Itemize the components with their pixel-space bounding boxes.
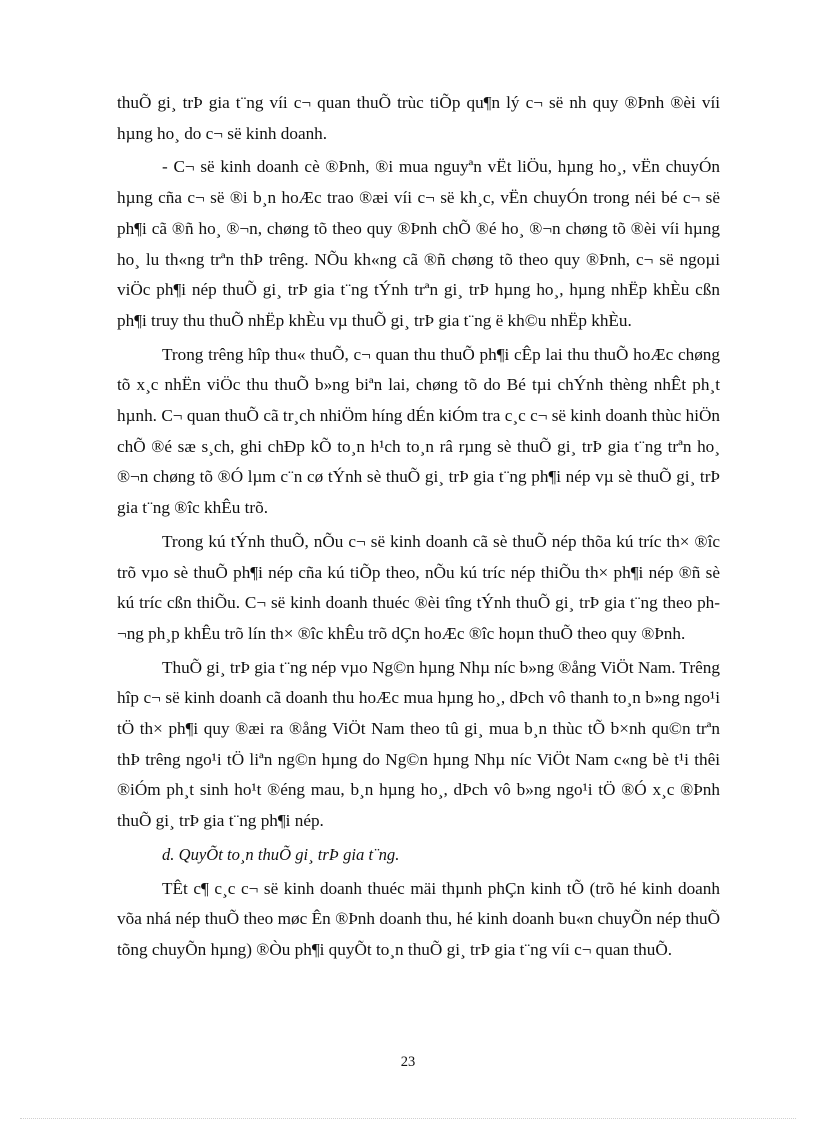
paragraph-3: Trong trêng hîp thu« thuÕ, c¬ quan thu thuÕ ph¶i cÊp lai thu thuÕ hoÆc chøng tõ x¸c nhËn viÖc thu thuÕ b»ng biªn lai, chøng tõ do Bé tµi chÝnh thèng nhÊt ph¸t hµnh. C¬ quan thuÕ cã tr¸ch nhiÖm híng dÉn kiÓm tra c¸c c¬ së kinh doanh thùc hiÖn chÕ ®é sæ s¸ch, ghi chÐp kÕ to¸n h¹ch to¸n râ rµng sè thuÕ gi¸ trÞ gia t¨ng trªn ho¸ ®¬n chøng tõ ®Ó lµm c¨n cø tÝnh sè thuÕ gi¸ trÞ gia t¨ng ph¶i nép vµ sè thuÕ gi¸ trÞ gia t¨ng ®îc khÊu trõ. xyxy=(117,344,720,518)
body-text xyxy=(117,88,720,966)
page-bottom-divider xyxy=(20,1118,796,1119)
paragraph-2: - C¬ së kinh doanh cè ®Þnh, ®i mua nguyªn vËt liÖu, hµng ho¸, vËn chuyÓn hµng cña c¬ së ®i b¸n hoÆc trao ®æi víi c¬ së kh¸c, vËn chuyÓn trong néi bé c¬ së ph¶i cã ®ñ ho¸ ®¬n, chøng tõ theo quy ®Þnh chÕ ®é ho¸ ®¬n chøng tõ ®èi víi hµng ho¸ lu th«ng trªn thÞ trêng. NÕu kh«ng cã ®ñ chøng tõ theo quy ®Þnh, c¬ së ngoµi viÖc ph¶i nép thuÕ gi¸ trÞ gia t¨ng tÝnh trªn gi¸ trÞ hµng ho¸, hµng nhËp khÈu cßn ph¶i truy thu thuÕ nhËp khÈu vµ thuÕ gi¸ trÞ gia t¨ng ë kh©u nhËp khÈu. xyxy=(117,157,720,330)
page-number: 23 xyxy=(400,1054,416,1070)
paragraph-6: TÊt c¶ c¸c c¬ së kinh doanh thuéc mäi thµnh phÇn kinh tÕ (trõ hé kinh doanh võa nhá nép thuÕ theo møc Ên ®Þnh doanh thu, hé kinh doanh bu«n chuyÕn nép thuÕ tõng chuyÕn hµng) ®Òu ph¶i quyÕt to¸n thuÕ gi¸ trÞ gia t¨ng víi c¬ quan thuÕ. xyxy=(117,878,720,959)
paragraph-4: Trong kú tÝnh thuÕ, nÕu c¬ së kinh doanh cã sè thuÕ nép thõa kú tríc th× ®îc trõ vµo sè thuÕ ph¶i nép cña kú tiÕp theo, nÕu kú tríc nép thiÕu th× ph¶i nép ®ñ sè kú tríc cßn thiÕu. C¬ së kinh doanh thuéc ®èi tîng tÝnh thuÕ gi¸ trÞ gia t¨ng theo ph¬ng ph¸p khÊu trõ lín th× ®îc khÊu trõ dÇn hoÆc ®îc hoµn thuÕ theo quy ®Þnh. xyxy=(117,531,720,643)
paragraph-1: thuÕ gi¸ trÞ gia t¨ng víi c¬ quan thuÕ trùc tiÕp qu¶n lý c¬ së nh quy ®Þnh ®èi víi hµng ho¸ do c¬ së kinh doanh. xyxy=(117,93,720,143)
section-subheading: d. QuyÕt to¸n thuÕ gi¸ trÞ gia t¨ng. xyxy=(162,844,400,864)
paragraph-5: ThuÕ gi¸ trÞ gia t¨ng nép vµo Ng©n hµng Nhµ níc b»ng ®ång ViÖt Nam. Trêng hîp c¬ së kinh doanh cã doanh thu hoÆc mua hµng ho¸, dÞch vô thanh to¸n b»ng ngo¹i tÖ th× ph¶i quy ®æi ra ®ång ViÖt Nam theo tû gi¸ mua b¸n thùc tÕ b×nh qu©n trªn thÞ trêng ngo¹i tÖ liªn ng©n hµng do Ng©n hµng Nhµ níc ViÖt Nam c«ng bè t¹i thêi ®iÓm ph¸t sinh ho¹t ®éng mau, b¸n hµng ho¸, dÞch vô b»ng ngo¹i tÖ ®Ó x¸c ®Þnh thuÕ gi¸ trÞ gia t¨ng ph¶i nép. xyxy=(117,657,720,831)
